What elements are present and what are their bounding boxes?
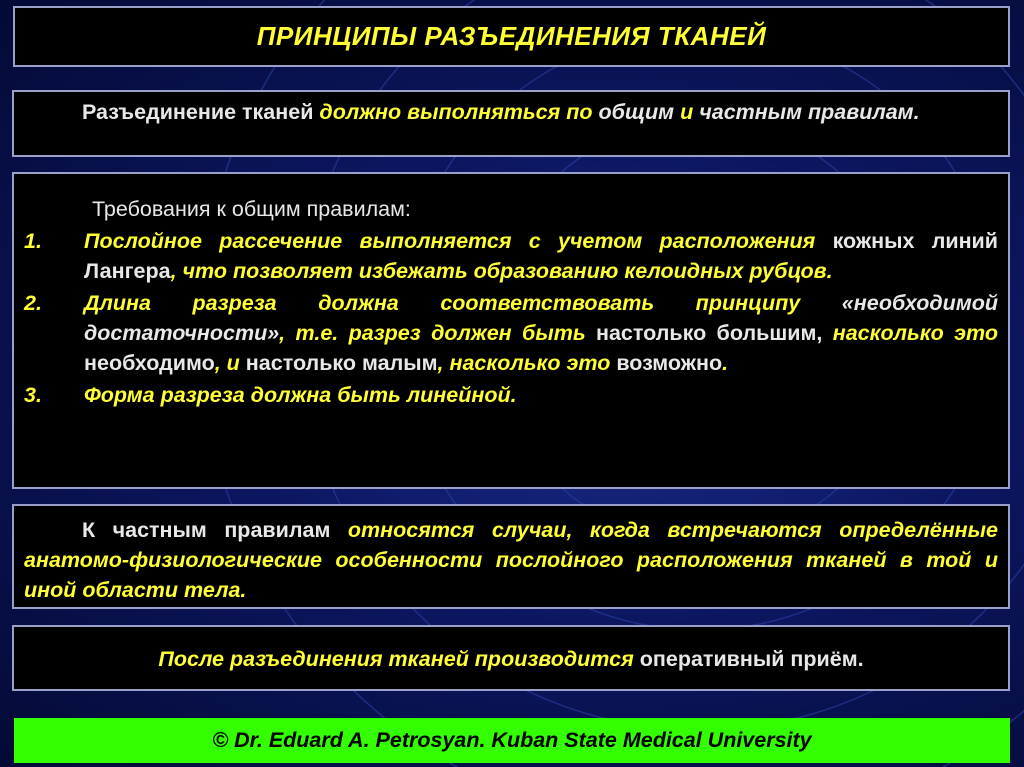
general-rules-box: [12, 172, 1010, 489]
item2-text-5: насколько это: [832, 321, 998, 345]
intro-text-4: и: [680, 100, 694, 124]
footer-copyright: © Dr. Eduard A. Petrosyan. Kuban State Medical University: [14, 718, 1010, 763]
intro-text-2: должно выполняться по: [319, 100, 593, 124]
list-item: [24, 380, 998, 410]
item2-text-7: , и: [214, 351, 240, 375]
item3-text-2: линейной.: [406, 383, 517, 407]
list-item: [24, 288, 998, 378]
item2-text-1: Длина разреза должна соответствовать принципу: [84, 291, 801, 315]
item2-text-8: настолько малым: [245, 351, 438, 375]
item2-text-9: , насколько это: [437, 351, 611, 375]
item1-text-2: кожных линий Лангера: [84, 229, 998, 283]
after-text-1: После разъединения тканей производится: [158, 647, 634, 671]
item1-text-3: , что позволяет избежать образованию келоидных: [170, 259, 744, 283]
particular-text-5: послойного расположения тканей в той и иной области тела.: [24, 548, 998, 602]
general-rules-heading: Требования к общим правилам:: [92, 197, 411, 221]
page-title: ПРИНЦИПЫ РАЗЪЕДИНЕНИЯ ТКАНЕЙ: [256, 21, 767, 51]
list-number: 2.: [24, 291, 42, 315]
item2-text-3: , т.е. разрез должен быть: [279, 321, 586, 345]
particular-text-1: К частным правилам: [82, 518, 331, 542]
item2-text-10: возможно: [616, 351, 723, 375]
item2-text-11: .: [722, 351, 729, 375]
after-box: [12, 625, 1010, 691]
intro-text-5: частным правилам.: [699, 100, 920, 124]
list-number: 1.: [24, 229, 42, 253]
item2-text-2: «необходимой достаточности»: [84, 291, 998, 345]
title-box: [13, 6, 1010, 67]
intro-text-1: Разъединение тканей: [82, 100, 314, 124]
intro-box: [12, 90, 1010, 157]
item3-text-1: Форма разреза должна быть: [84, 383, 401, 407]
item2-text-6: необходимо: [84, 351, 215, 375]
item1-text-4: рубцов.: [749, 259, 833, 283]
list-number: 3.: [24, 383, 42, 407]
particular-rules-box: [12, 504, 1010, 609]
particular-text-4: анатомо-физиологические особенности: [24, 548, 483, 572]
after-text-2: оперативный приём.: [639, 647, 864, 671]
list-item: [24, 226, 998, 286]
particular-text-3: определённые: [839, 518, 998, 542]
intro-text-3: общим: [598, 100, 675, 124]
particular-text-2: относятся случаи, когда встречаются: [347, 518, 822, 542]
item1-text-1: Послойное рассечение выполняется с учетом расположения: [84, 229, 816, 253]
item2-text-4: настолько большим,: [595, 321, 823, 345]
